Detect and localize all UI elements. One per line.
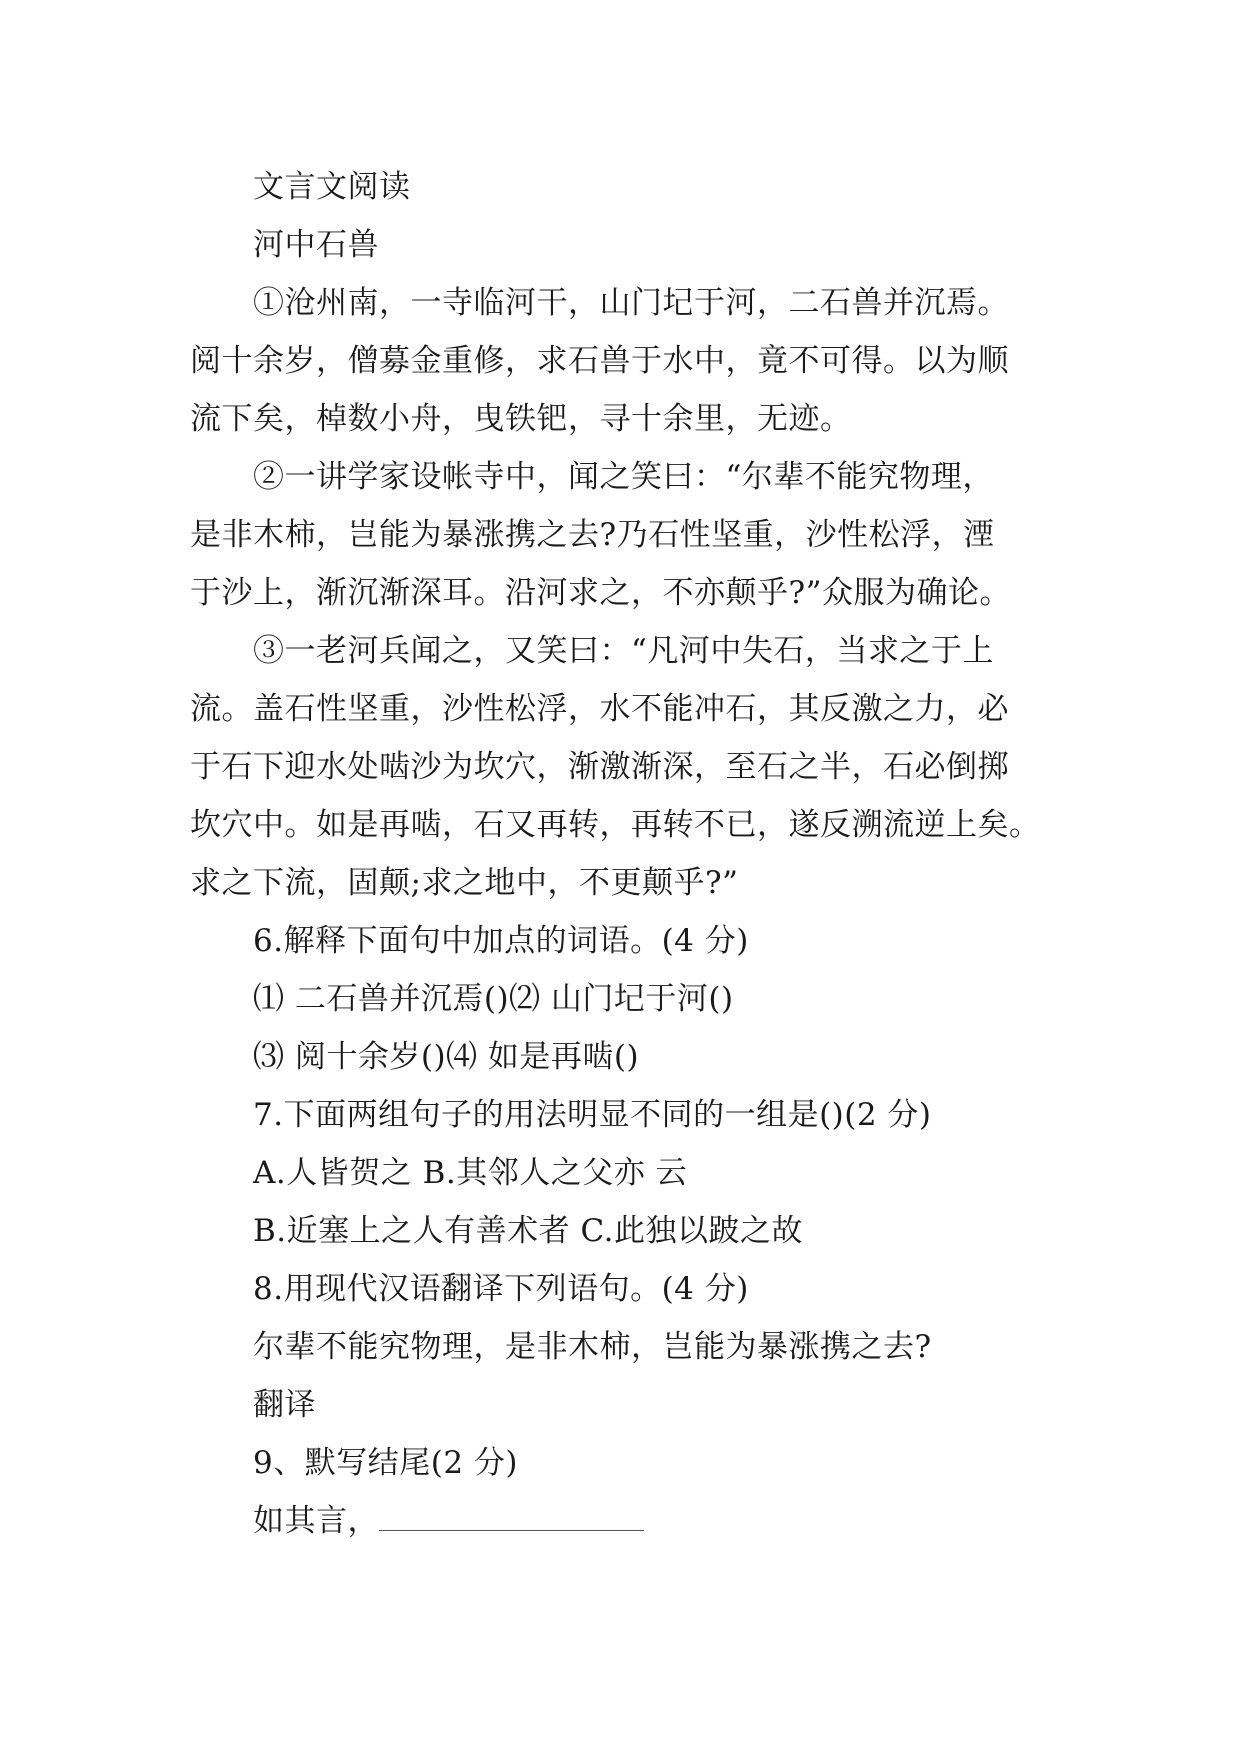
question-9: 9、默写结尾(2 分): [253, 1445, 518, 1481]
paragraph-line: ③一老河兵闻之，又笑曰：“凡河中失石，当求之于上: [253, 633, 994, 669]
paragraph-2: [190, 448, 1070, 622]
question-9-prompt: 如其言，: [253, 1503, 379, 1539]
paragraph-line: 求之下流，固颠;求之地中，不更颠乎?”: [190, 865, 739, 901]
paragraph-line: 于石下迎水处啮沙为坎穴，渐激渐深，至石之半，石必倒掷: [190, 749, 1009, 785]
question-7: 7.下面两组句子的用法明显不同的一组是()(2 分): [253, 1097, 932, 1133]
paragraph-line: 流。盖石性坚重，沙性松浮，水不能冲石，其反激之力，必: [190, 691, 1009, 727]
question-6-items-2: ⑶ 阅十余岁()⑷ 如是再啮(): [253, 1039, 640, 1075]
paragraph-line: ②一讲学家设帐寺中，闻之笑曰：“尔辈不能究物理，: [253, 459, 994, 495]
answer-blank-line[interactable]: [379, 1502, 644, 1531]
paragraph-line: 流下矣，棹数小舟，曳铁钯，寻十余里，无迹。: [190, 401, 852, 437]
question-8-answer-label: 翻译: [253, 1387, 316, 1423]
paragraph-line: 阅十余岁，僧募金重修，求石兽于水中，竟不可得。以为顺: [190, 343, 1009, 379]
question-8: 8.用现代汉语翻译下列语句。(4 分): [253, 1271, 749, 1307]
paragraph-line: 于沙上，渐沉渐深耳。沿河求之，不亦颠乎?”众服为确论。: [190, 575, 1011, 611]
question-6: 6.解释下面句中加点的词语。(4 分): [253, 923, 749, 959]
paragraph-3: [190, 622, 1070, 912]
paragraph-line: 坎穴中。如是再啮，石又再转，再转不已，遂反溯流逆上矣。: [190, 807, 1041, 843]
passage-title: 河中石兽: [253, 227, 379, 263]
paragraph-1: [190, 274, 1070, 448]
section-title: 文言文阅读: [253, 169, 411, 205]
question-7-option-1: A.人皆贺之 B.其邻人之父亦 云: [253, 1155, 688, 1191]
document-page: [190, 158, 1070, 1550]
paragraph-line: 是非木柿，岂能为暴涨携之去?乃石性坚重，沙性松浮，湮: [190, 517, 995, 553]
question-9-prompt-row: [190, 1492, 1070, 1550]
paragraph-line: ①沧州南，一寺临河干，山门圮于河，二石兽并沉焉。: [253, 285, 1009, 321]
question-6-items-1: ⑴ 二石兽并沉焉()⑵ 山门圮于河(): [253, 981, 734, 1017]
question-7-option-2: B.近塞上之人有善术者 C.此独以跛之故: [253, 1213, 803, 1249]
question-8-sentence: 尔辈不能究物理，是非木柿，岂能为暴涨携之去?: [253, 1329, 932, 1365]
